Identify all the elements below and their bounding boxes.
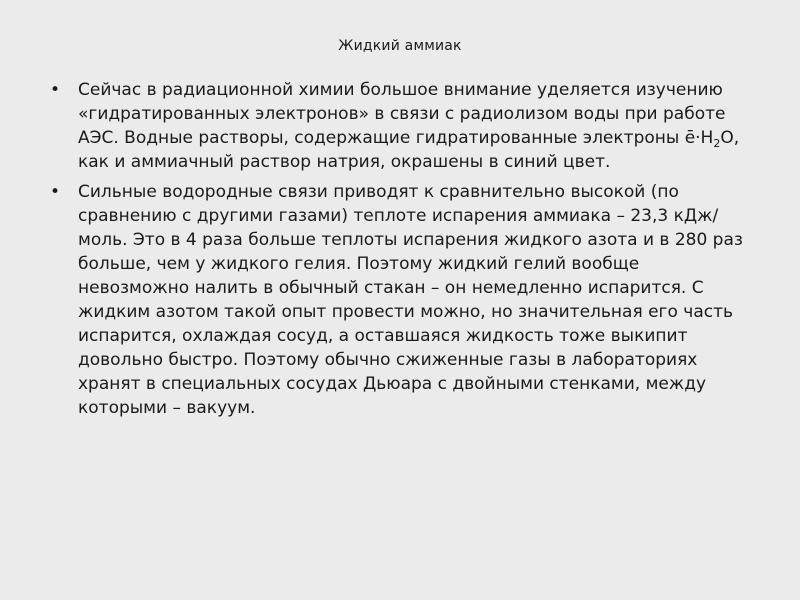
bullet-marker: • — [50, 182, 61, 202]
slide-title: Жидкий аммиак — [338, 38, 462, 54]
bullet-marker: • — [50, 80, 61, 100]
bullet-item-hydrogen-bonds — [48, 180, 748, 420]
bullet-item-hydrated-electrons — [48, 78, 748, 174]
bullet-text-part2: O, как и аммиачный раствор натрия, окрашены в синий цвет. — [78, 128, 740, 172]
bullet-text-part1: Сейчас в радиационной химии большое внимание уделяется изучению «гидратированных электронов» в связи с радиолизом воды при работе АЭС. Водные растворы, содержащие гидратированные электроны ē·H — [78, 80, 726, 148]
bullet-list — [48, 78, 748, 426]
bullet-text: Сильные водородные связи приводят к сравнительно высокой (по сравнению с другими газами) теплоте испарения аммиака – 23,3 кДж/моль. Это в 4 раза больше теплоты испарения жидкого азота и в 280 раз больше, чем у жидкого гелия. Поэтому жидкий гелий вообще невозможно налить в обычный стакан – он немедленно испарится. С жидким азотом такой опыт провести можно, но значительная его часть испарится, охлаждая сосуд, а оставшаяся жидкость тоже выкипит довольно быстро. Поэтому обычно сжиженные газы в лабораториях хранят в специальных сосудах Дьюара с двойными стенками, между которыми – вакуум. — [78, 182, 743, 418]
subscript-2: 2 — [713, 137, 721, 150]
